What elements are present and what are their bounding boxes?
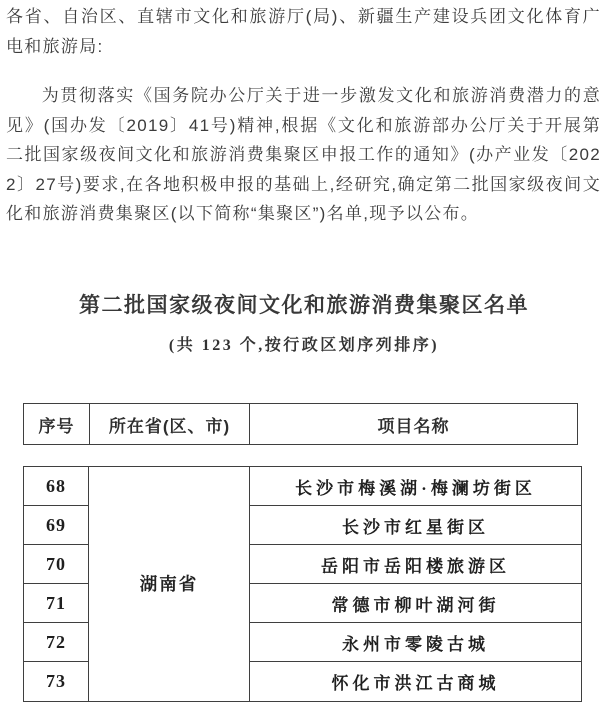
intro-paragraph: 为贯彻落实《国务院办公厅关于进一步激发文化和旅游消费潜力的意见》(国办发〔2019〕41号)精神,根据《文化和旅游部办公厅关于开展第二批国家级夜间文化和旅游消费集聚区申报工作的通知》(办产业发〔2022〕27号)要求,在各地积极申报的基础上,经研究,确定第二批国家级夜间文化和旅游消费集聚区(以下简称“集聚区”)名单,现予以公布。	[6, 86, 601, 224]
row-number: 68	[24, 467, 89, 506]
province-cell: 湖南省	[89, 467, 250, 702]
row-number: 72	[24, 623, 89, 662]
header-row	[24, 404, 578, 445]
recipient-line: 各省、自治区、直辖市文化和旅游厅(局)、新疆生产建设兵团文化体育广电和旅游局:	[6, 7, 601, 56]
project-name: 岳阳市岳阳楼旅游区	[250, 545, 582, 584]
column-header-province: 所在省(区、市)	[90, 404, 250, 445]
project-name: 永州市零陵古城	[250, 623, 582, 662]
column-header-project: 项目名称	[250, 404, 578, 445]
row-number: 69	[24, 506, 89, 545]
cluster-table-header	[23, 403, 578, 445]
cluster-table-body	[23, 466, 582, 702]
row-number: 70	[24, 545, 89, 584]
row-number: 71	[24, 584, 89, 623]
project-name: 常德市柳叶湖河街	[250, 584, 582, 623]
project-name: 怀化市洪江古商城	[250, 662, 582, 701]
list-title: 第二批国家级夜间文化和旅游消费集聚区名单	[79, 294, 529, 317]
list-subtitle: (共 123 个,按行政区划序列排序)	[168, 337, 440, 354]
row-number: 73	[24, 662, 89, 701]
table-row	[24, 467, 582, 506]
project-name: 长沙市梅溪湖·梅澜坊街区	[250, 467, 582, 506]
column-header-no: 序号	[24, 404, 90, 445]
project-name: 长沙市红星街区	[250, 506, 582, 545]
